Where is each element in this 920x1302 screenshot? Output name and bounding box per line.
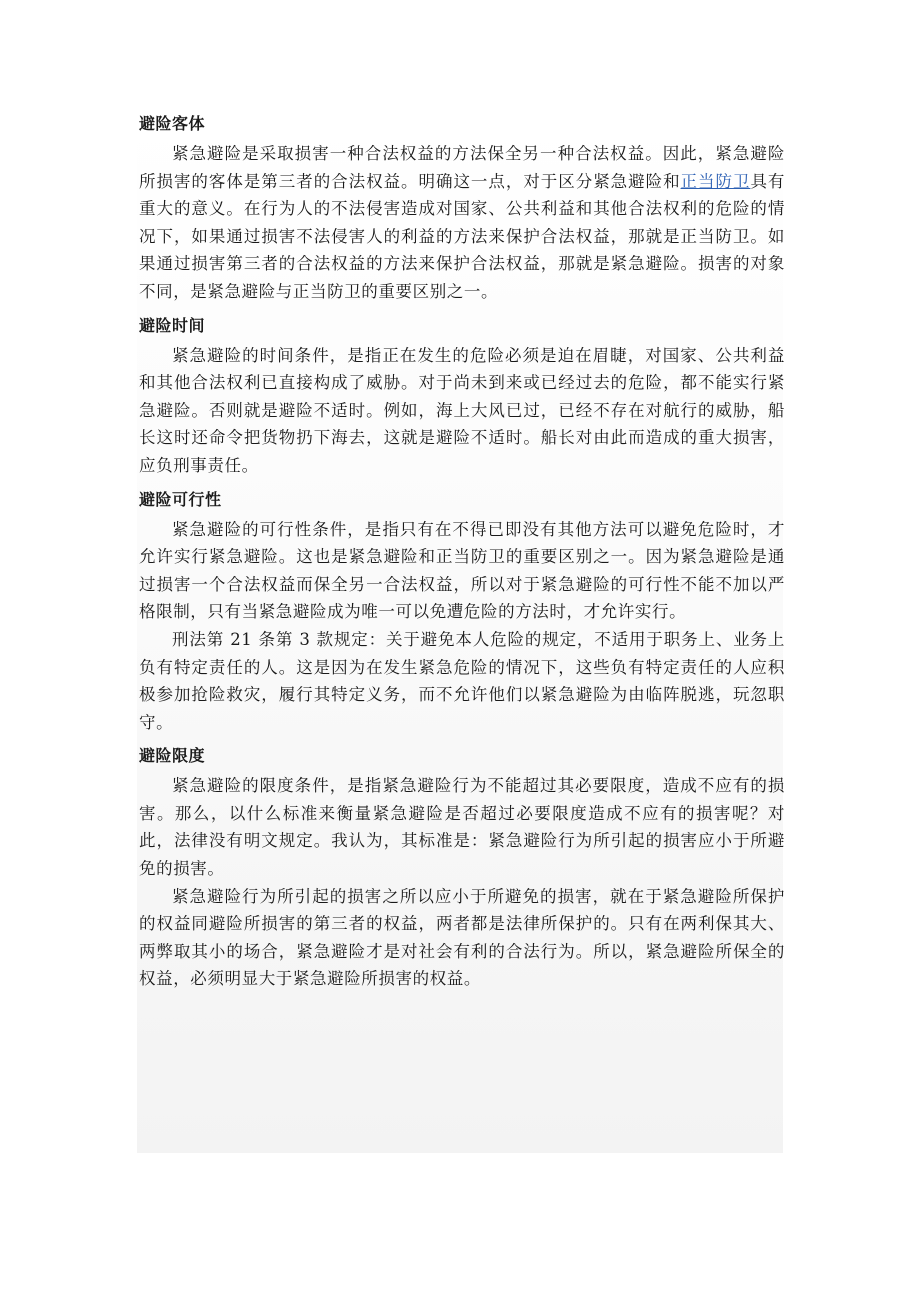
section-time (139, 314, 785, 480)
document-body (139, 112, 785, 1001)
section-feasibility (139, 488, 785, 737)
paragraph: 紧急避险的时间条件，是指正在发生的危险必须是迫在眉睫，对国家、公共利益和其他合法权利已直接构成了威胁。对于尚未到来或已经过去的危险，都不能实行紧急避险。否则就是避险不适时。例如，海上大风已过，已经不存在对航行的威胁，船长这时还命令把货物扔下海去，这就是避险不适时。船长对由此而造成的重大损害，应负刑事责任。 (139, 345, 785, 475)
paragraph: 紧急避险的可行性条件，是指只有在不得已即没有其他方法可以避免危险时，才允许实行紧急避险。这也是紧急避险和正当防卫的重要区别之一。因为紧急避险是通过损害一个合法权益而保全另一合法权益，所以对于紧急避险的可行性不能不加以严格限制，只有当紧急避险成为唯一可以免遭危险的方法时，才允许实行。 (139, 519, 785, 622)
paragraph: 刑法第 21 条第 3 款规定：关于避免本人危险的规定，不适用于职务上、业务上负有特定责任的人。这是因为在发生紧急危险的情况下，这些负有特定责任的人应积极参加抢险救灾，履行其特定义务，而不允许他们以紧急避险为由临阵脱逃，玩忽职守。 (139, 629, 785, 732)
section-title: 避险可行性 (139, 489, 222, 509)
section-title: 避险限度 (139, 746, 206, 766)
section-object (139, 112, 785, 306)
paragraph-text: 具有重大的意义。在行为人的不法侵害造成对国家、公共利益和其他合法权利的危险的情况下，如果通过损害不法侵害人的利益的方法来保护合法权益，那就是正当防卫。如果通过损害第三者的合法权益的方法来保护合法权益，那就是紧急避险。损害的对象不同，是紧急避险与正当防卫的重要区别之一。 (139, 171, 786, 301)
self-defense-link[interactable]: 正当防卫 (680, 171, 751, 191)
paragraph-text: 紧急避险是采取损害一种合法权益的方法保全另一种合法权益。因此，紧急避险所损害的客体是第三者的合法权益。明确这一点，对于区分紧急避险和 (139, 144, 785, 191)
paragraph: 紧急避险的限度条件，是指紧急避险行为不能超过其必要限度，造成不应有的损害。那么，以什么标准来衡量紧急避险是否超过必要限度造成不应有的损害呢？对此，法律没有明文规定。我认为，其标准是：紧急避险行为所引起的损害应小于所避免的损害。 (139, 776, 785, 879)
paragraph: 紧急避险行为所引起的损害之所以应小于所避免的损害，就在于紧急避险所保护的权益同避险所损害的第三者的权益，两者都是法律所保护的。只有在两利保其大、两弊取其小的场合，紧急避险才是对社会有利的合法行为。所以，紧急避险所保全的权益，必须明显大于紧急避险所损害的权益。 (139, 886, 785, 989)
section-title: 避险时间 (139, 315, 206, 335)
section-title: 避险客体 (139, 114, 206, 133)
section-limit (139, 744, 785, 993)
paragraph (139, 140, 785, 306)
